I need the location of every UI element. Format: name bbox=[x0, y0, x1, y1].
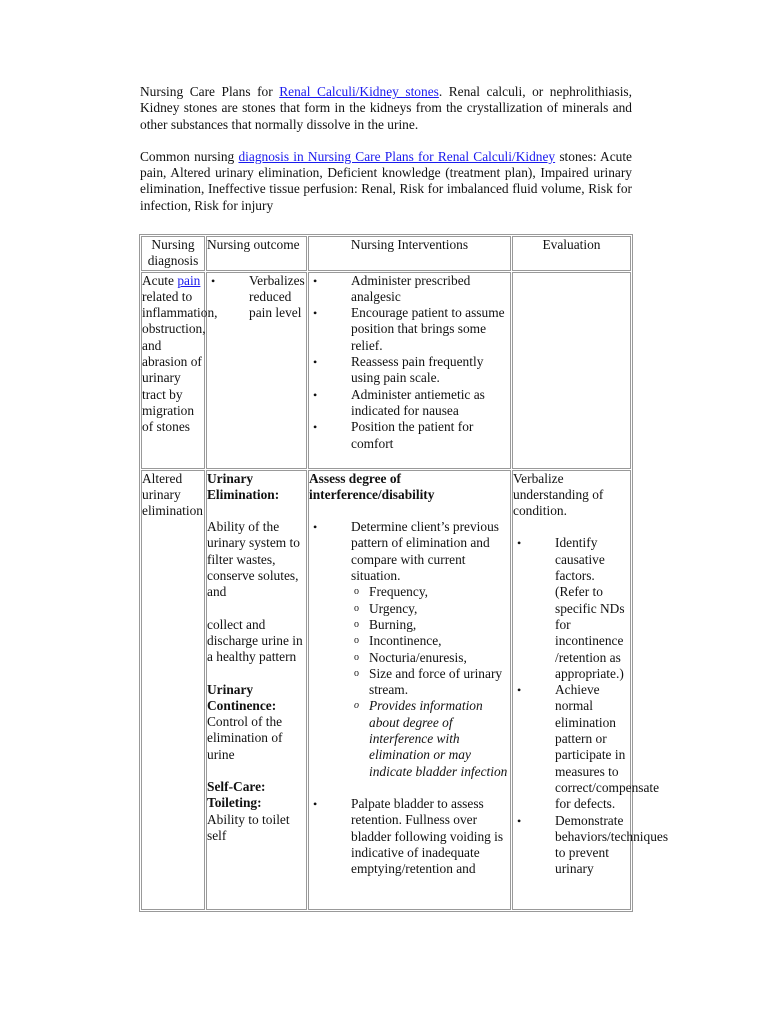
list-item: • Administer prescribed analgesic bbox=[309, 273, 510, 306]
table-row bbox=[141, 470, 631, 910]
sub-list-item: o Size and force of urinary stream. bbox=[351, 666, 510, 699]
row2-interventions bbox=[308, 470, 511, 910]
interventions-heading: Assess degree of interference/disability bbox=[309, 470, 435, 502]
intro-paragraph-1 bbox=[140, 84, 632, 133]
list-item: • Demonstrate behaviors/techniques to prevent urinary bbox=[513, 813, 630, 878]
renal-calculi-link[interactable]: Renal Calculi/Kidney stones bbox=[279, 84, 439, 99]
row1-diag-prefix: Acute bbox=[142, 272, 178, 288]
sub-list-item: o Nocturia/enuresis, bbox=[351, 650, 510, 666]
intro-text bbox=[140, 84, 632, 214]
intro-p2-prefix: Common nursing bbox=[140, 148, 239, 164]
list-item: • Position the patient for comfort bbox=[309, 419, 510, 452]
list-item: • Palpate bladder to assess retention. Fullness over bladder following voiding is indicative of inadequate emptying/retention and bbox=[309, 796, 510, 877]
sub-list-item: o Incontinence, bbox=[351, 633, 510, 649]
sub-list-item: o Burning, bbox=[351, 617, 510, 633]
header-nursing-interventions: Nursing Interventions bbox=[308, 236, 511, 271]
outcome-heading-self-care: Self-Care: Toileting: bbox=[207, 779, 266, 811]
intro-paragraph-2 bbox=[140, 149, 632, 214]
sub-list-item: o Urgency, bbox=[351, 601, 510, 617]
row1-outcome-list bbox=[207, 273, 306, 322]
intervention-determine-pattern: Determine client’s previous pattern of elimination and compare with current situation. bbox=[351, 519, 499, 584]
row1-diagnosis bbox=[141, 272, 218, 469]
row2-interventions-list bbox=[309, 519, 510, 877]
outcome-text-3: Control of the elimination of urine bbox=[207, 714, 283, 762]
table-header-row bbox=[141, 236, 631, 271]
row2-evaluation-list bbox=[513, 535, 669, 877]
list-item: • Verbalizes reduced pain level bbox=[207, 273, 306, 322]
row1-diag-rest: related to inflammation, obstruction, and abrasion of urinary tract by migration of stones bbox=[142, 288, 218, 435]
table-row bbox=[141, 272, 631, 469]
sub-list-item: o Frequency, bbox=[351, 584, 510, 600]
row1-outcome bbox=[206, 272, 307, 469]
list-item: • Reassess pain frequently using pain scale. bbox=[309, 354, 510, 387]
pain-link[interactable]: pain bbox=[177, 272, 201, 288]
header-evaluation: Evaluation bbox=[512, 236, 631, 271]
list-item: • Achieve normal elimination pattern or participate in measures to correct/compensate for defects. bbox=[513, 682, 630, 812]
intro-p1-rest: . Renal calculi, or nephrolithiasis, Kidney stones are stones that form in the kidneys from the crystallization of minerals and other substances that normally dissolve in the urine. bbox=[140, 84, 632, 132]
outcome-heading-urinary-continence: Urinary Continence: bbox=[207, 681, 277, 713]
row1-evaluation bbox=[512, 272, 631, 469]
row1-interventions-list bbox=[309, 273, 510, 452]
sub-list bbox=[351, 584, 510, 780]
row2-outcome bbox=[206, 470, 307, 910]
evaluation-intro: Verbalize understanding of condition. bbox=[513, 470, 604, 519]
intro-p1-prefix: Nursing Care Plans for bbox=[140, 84, 280, 99]
care-plan-table bbox=[139, 234, 669, 912]
list-item: • Identify causative factors. (Refer to specific NDs for incontinence /retention as appropriate.) bbox=[513, 535, 630, 682]
intro-p2-rest: stones: Acute pain, Altered urinary elimination, Deficient knowledge (treatment plan), Impaired urinary elimination, Ineffective tissue perfusion: Renal, Risk for imbalanced fluid volume, Risk for infection, Risk for injury bbox=[140, 148, 632, 213]
outcome-text-4: Ability to toilet self bbox=[207, 811, 290, 843]
row2-diagnosis: Altered urinary elimination bbox=[141, 470, 205, 910]
diagnosis-link[interactable]: diagnosis in Nursing Care Plans for Renal Calculi/Kidney bbox=[238, 148, 556, 164]
outcome-heading-urinary-elimination: Urinary Elimination: bbox=[207, 470, 280, 502]
list-item bbox=[309, 519, 510, 780]
sub-list-item: o Provides information about degree of interference with elimination or may indicate bladder infection bbox=[351, 698, 510, 779]
header-nursing-outcome: Nursing outcome bbox=[206, 236, 307, 271]
outcome-text-2: collect and discharge urine in a healthy pattern bbox=[207, 616, 303, 665]
row2-evaluation bbox=[512, 470, 669, 910]
list-item: • Administer antiemetic as indicated for nausea bbox=[309, 387, 510, 420]
list-item: • Encourage patient to assume position that brings some relief. bbox=[309, 305, 510, 354]
outcome-text-1: Ability of the urinary system to filter wastes, conserve solutes, and bbox=[207, 519, 300, 600]
row1-interventions bbox=[308, 272, 511, 469]
header-nursing-diagnosis: Nursing diagnosis bbox=[141, 236, 205, 271]
